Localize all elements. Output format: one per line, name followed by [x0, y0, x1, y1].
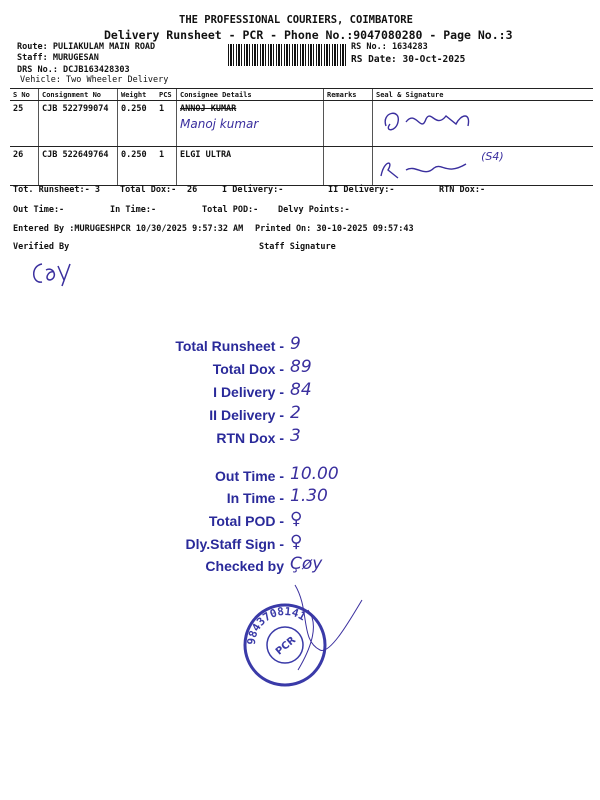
stamp-label: Dly.Staff Sign -: [185, 536, 284, 552]
cell-sno: 26: [10, 147, 39, 186]
col-weight: Weight: [118, 89, 157, 101]
in-time: In Time:-: [110, 205, 157, 215]
stamp-label: Out Time -: [215, 468, 284, 484]
cell-consignee: [177, 101, 324, 147]
signature-scribble: [376, 104, 516, 140]
cell-signature: [373, 147, 594, 186]
col-remarks: Remarks: [324, 89, 373, 101]
stamp-handwritten-value: 2: [290, 403, 301, 423]
verified-by: Verified By: [13, 242, 70, 252]
seal-scribble: [290, 580, 370, 680]
col-sno: S No: [10, 89, 39, 101]
seal-inner-text: PCR: [273, 634, 299, 658]
rtn-dox: RTN Dox:-: [439, 185, 486, 195]
total-pod: Total POD:-: [202, 205, 259, 215]
cell-signature: [373, 101, 594, 147]
seal-number: 9843708141: [244, 604, 309, 646]
stamp-label: II Delivery -: [209, 407, 284, 423]
out-time: Out Time:-: [13, 205, 65, 215]
stamp-handwritten-value: 84: [290, 380, 312, 400]
staff-signature: Staff Signature: [259, 242, 336, 252]
printed-on: Printed On: 30-10-2025 09:57:43: [255, 224, 414, 234]
stamp-label: Total Runsheet -: [175, 338, 284, 354]
signature-note: (S4): [481, 150, 504, 163]
rs-number: RS No.: 1634283: [351, 42, 428, 52]
verified-initials: [28, 256, 78, 288]
stamp-label: Total POD -: [208, 513, 284, 529]
ii-delivery: II Delivery:-: [328, 185, 395, 195]
stamp-handwritten-value: Çøy: [290, 554, 323, 574]
runsheet-table: [10, 88, 593, 186]
col-seal: Seal & Signature: [373, 89, 594, 101]
vehicle-label: Vehicle: Two Wheeler Delivery: [20, 75, 169, 85]
cell-pcs: 1: [156, 101, 177, 147]
barcode: [228, 44, 346, 66]
stamp-label: Total Dox -: [212, 361, 284, 377]
route-label: Route: PULIAKULAM MAIN ROAD: [17, 42, 156, 52]
cell-weight: 0.250: [118, 147, 157, 186]
consignee-name: ANNOJ KUMAR: [180, 104, 237, 114]
stamp-label: Checked by: [205, 558, 284, 574]
cell-consignee: ELGI ULTRA: [177, 147, 324, 186]
stamp-handwritten-value: 1.30: [290, 486, 328, 506]
stamp-handwritten-value: ♀: [290, 509, 303, 529]
stamp-handwritten-value: 3: [290, 426, 301, 446]
total-dox-value: 26: [187, 185, 198, 195]
entered-by: Entered By :MURUGESHPCR 10/30/2025 9:57:32 AM: [13, 224, 244, 234]
stamp-label: In Time -: [226, 490, 284, 506]
cell-remarks: [324, 147, 373, 186]
col-pcs: PCS: [156, 89, 177, 101]
staff-label: Staff: MURUGESAN: [17, 53, 99, 63]
cell-weight: 0.250: [118, 101, 157, 147]
cell-consignment: CJB 522799074: [39, 101, 118, 147]
table-row: [10, 101, 593, 147]
company-name: THE PROFESSIONAL COURIERS, COIMBATORE: [179, 14, 413, 26]
signature-scribble-2: [376, 150, 476, 182]
cell-sno: 25: [10, 101, 39, 147]
col-consignee: Consignee Details: [177, 89, 324, 101]
stamp-handwritten-value: ♀: [290, 532, 303, 552]
cell-consignment: CJB 522649764: [39, 147, 118, 186]
stamp-label: I Delivery -: [213, 384, 284, 400]
handwritten-consignee: Manoj kumar: [180, 117, 259, 131]
stamp-handwritten-value: 89: [290, 357, 312, 377]
delvy-points: Delvy Points:-: [278, 205, 350, 215]
stamp-label: RTN Dox -: [216, 430, 284, 446]
tot-runsheet: Tot. Runsheet:- 3: [13, 185, 100, 195]
stamp-handwritten-value: 10.00: [290, 464, 339, 484]
total-dox: Total Dox:-: [120, 185, 177, 195]
cell-remarks: [324, 101, 373, 147]
stamp-handwritten-value: 9: [290, 334, 301, 354]
table-row: [10, 147, 593, 186]
rs-date: RS Date: 30-Oct-2025: [351, 54, 466, 65]
col-consignment: Consignment No: [39, 89, 118, 101]
cell-pcs: 1: [156, 147, 177, 186]
i-delivery: I Delivery:-: [222, 185, 284, 195]
runsheet-subtitle: Delivery Runsheet - PCR - Phone No.:9047080280 - Page No.:3: [104, 28, 513, 42]
table-header-row: [10, 89, 593, 101]
drs-number: DRS No.: DCJB163428303: [17, 65, 130, 75]
